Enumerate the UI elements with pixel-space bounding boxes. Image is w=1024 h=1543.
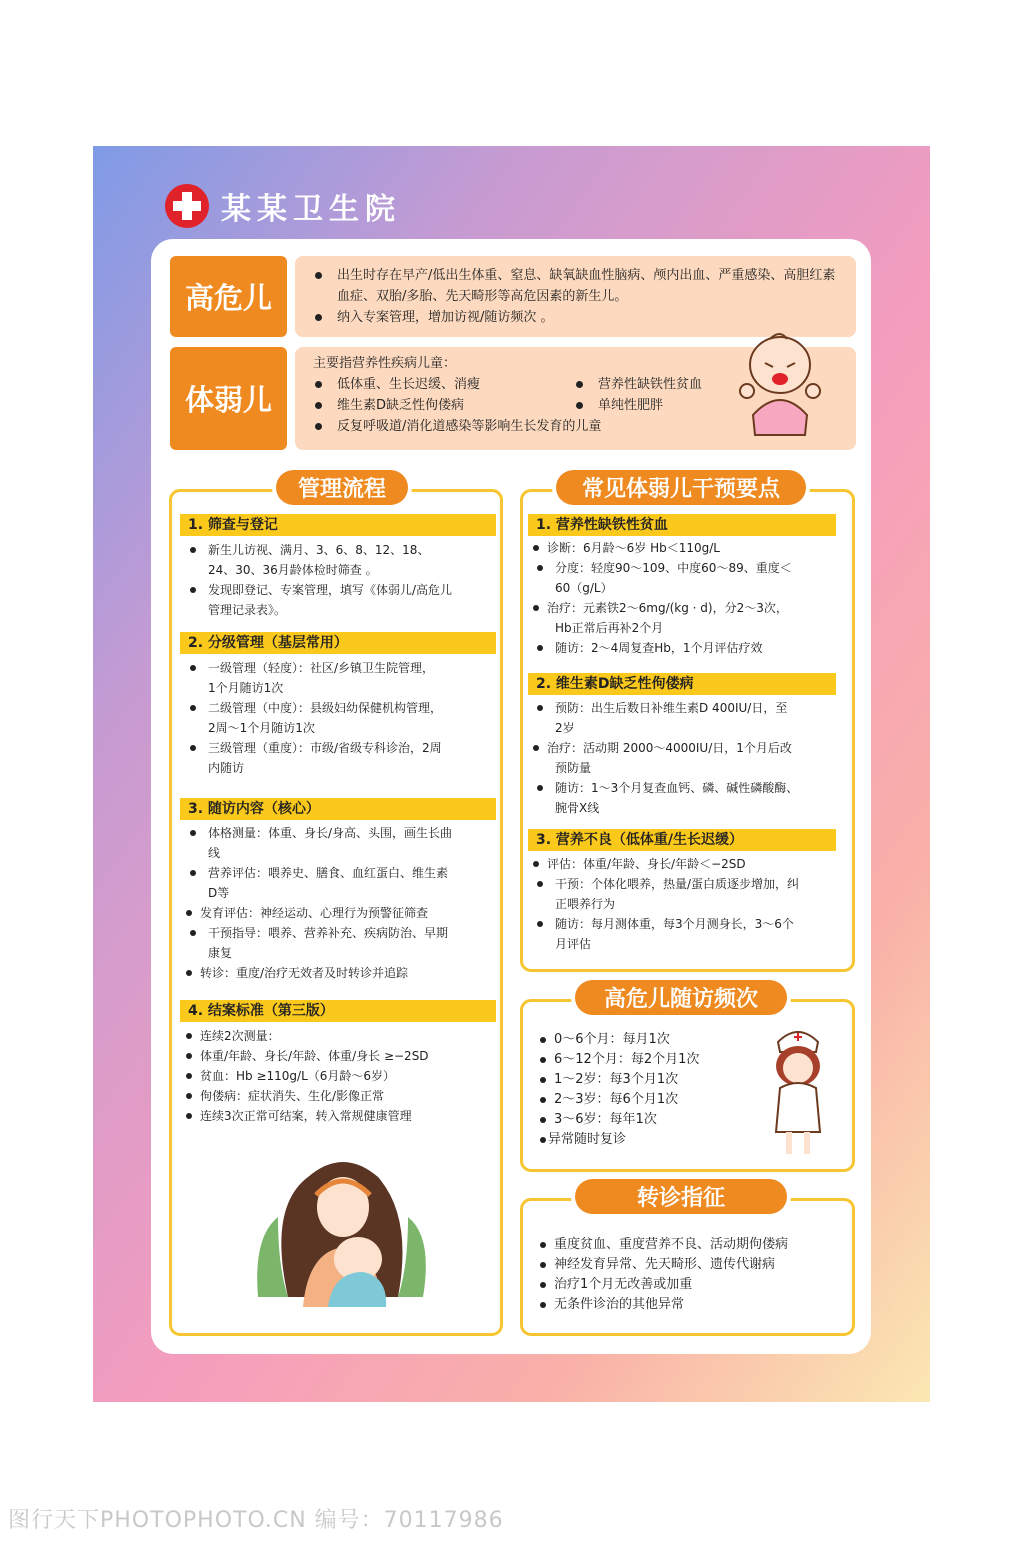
flow-section-head: 1. 筛查与登记: [180, 514, 496, 536]
hospital-name: 某某卫生院: [221, 192, 401, 227]
list-item-cont: 24、30、36月龄体检时筛查 。: [208, 563, 378, 577]
list-item: 随访：每月测体重，每3个月测身长，3～6个: [533, 914, 847, 934]
weak-item: 反复呼吸道/消化道感染等影响生长发育的儿童: [313, 416, 842, 437]
management-flow-card: [169, 477, 503, 1336]
weak-item: 营养性缺铁性贫血: [574, 374, 835, 395]
list-item: 神经发育异常、先天畸形、遗传代谢病: [540, 1255, 840, 1275]
flow-section-list: [186, 540, 496, 620]
list-item: 1～2岁：每3个月1次: [540, 1070, 750, 1090]
list-item: 连续3次正常可结案，转入常规健康管理: [186, 1106, 496, 1126]
list-item-cont: 2周～1个月随访1次: [208, 721, 315, 735]
list-item-cont: 60（g/L）: [555, 581, 613, 595]
list-item: 分度：轻度90～109、中度60～89、重度＜: [533, 558, 847, 578]
list-item: 3～6岁：每年1次: [540, 1110, 750, 1130]
high-risk-tag: 高危儿: [170, 256, 287, 337]
list-item: 一级管理（轻度）：社区/乡镇卫生院管理，: [186, 658, 496, 678]
intervention-section-head: 1. 营养性缺铁性贫血: [528, 514, 836, 536]
intervention-title: 常见体弱儿干预要点: [556, 470, 806, 505]
content-panel: [151, 239, 871, 1354]
intervention-section-head: 3. 营养不良（低体重/生长迟缓）: [528, 829, 836, 851]
list-item-cont: 2岁: [555, 721, 575, 735]
list-item: 治疗：元素铁2～6mg/(kg · d)，分2～3次，: [533, 598, 847, 618]
list-item: 随访：1～3个月复查血钙、磷、碱性磷酸酶、: [533, 778, 847, 798]
list-item: 连续2次测量：: [186, 1026, 496, 1046]
weak-child-info: [295, 347, 856, 450]
followup-frequency-title: 高危儿随访频次: [575, 980, 787, 1015]
list-item: 体重/年龄、身长/年龄、体重/身长 ≥−2SD: [186, 1046, 496, 1066]
intervention-section-list: [533, 538, 847, 658]
red-cross-icon: [165, 184, 209, 228]
list-item-cont: D等: [208, 886, 230, 900]
intervention-section-list: [533, 698, 847, 818]
hospital-logo: [165, 186, 401, 226]
list-item: 诊断：6月龄～6岁 Hb＜110g/L: [533, 538, 847, 558]
list-item: 二级管理（中度）：县级妇幼保健机构管理，: [186, 698, 496, 718]
watermark: 图行天下PHOTOPHOTO.CN 编号：70117986: [8, 1508, 504, 1533]
list-item-cont: 管理记录表》。: [208, 603, 287, 617]
weak-item: 单纯性肥胖: [574, 395, 835, 416]
weak-child-tag: 体弱儿: [170, 347, 287, 450]
list-item: 治疗1个月无改善或加重: [540, 1275, 840, 1295]
list-item: 新生儿访视、满月、3、6、8、12、18、: [186, 540, 496, 560]
referral-card: [520, 1186, 855, 1336]
list-item: 评估：体重/年龄、身长/年龄＜−2SD: [533, 854, 847, 874]
mother-and-baby-illustration: [248, 1147, 438, 1307]
flow-section-head: 2. 分级管理（基层常用）: [180, 632, 496, 654]
flow-section-list: [186, 658, 496, 778]
list-item: 发现即登记、专案管理，填写《体弱儿/高危儿: [186, 580, 496, 600]
followup-list: [540, 1030, 750, 1150]
list-item-cont: Hb正常后再补2个月: [555, 621, 664, 635]
list-item-cont: 康复: [208, 946, 233, 960]
list-item: 6～12个月：每2个月1次: [540, 1050, 750, 1070]
list-item-text: 异常随时复诊: [548, 1132, 627, 1147]
referral-title: 转诊指征: [575, 1179, 787, 1214]
weak-item: 低体重、生长迟缓、消瘦: [313, 374, 574, 395]
weak-child-intro: 主要指营养性疾病儿童：: [313, 356, 457, 371]
high-risk-line-1: 出生时存在早产/低出生体重、窒息、缺氧缺血性脑病、颅内出血、严重感染、高胆红素血症、双胎/多胎、先天畸形等高危因素的新生儿。: [313, 265, 842, 307]
list-item: 转诊：重度/治疗无效者及时转诊并追踪: [186, 963, 496, 983]
list-item: [540, 1130, 750, 1150]
flow-section-head: 3. 随访内容（核心）: [180, 798, 496, 820]
intervention-card: [520, 477, 855, 972]
list-item: 体格测量：体重、身长/身高、头围，画生长曲: [186, 823, 496, 843]
list-item: 治疗：活动期 2000～4000IU/日，1个月后改: [533, 738, 847, 758]
list-item: 2～3岁：每6个月1次: [540, 1090, 750, 1110]
list-item: 营养评估：喂养史、膳食、血红蛋白、维生素: [186, 863, 496, 883]
intervention-section-head: 2. 维生素D缺乏性佝偻病: [528, 673, 836, 695]
list-item: 干预指导：喂养、营养补充、疾病防治、早期: [186, 923, 496, 943]
list-item-cont: 预防量: [555, 761, 592, 775]
list-item-cont: 内随访: [208, 761, 245, 775]
list-item: 无条件诊治的其他异常: [540, 1295, 840, 1315]
list-item: 发育评估：神经运动、心理行为预警征筛查: [186, 903, 496, 923]
list-item-cont: 腕骨X线: [555, 801, 600, 815]
nurse-illustration: [758, 1022, 838, 1162]
list-item-cont: 线: [208, 846, 221, 860]
list-item: 随访：2～4周复查Hb，1个月评估疗效: [533, 638, 847, 658]
weak-item: 维生素D缺乏性佝偻病: [313, 395, 574, 416]
list-item-cont: 正喂养行为: [555, 897, 616, 911]
list-item: 三级管理（重度）：市级/省级专科诊治，2周: [186, 738, 496, 758]
followup-frequency-card: [520, 987, 855, 1172]
list-item: 重度贫血、重度营养不良、活动期佝偻病: [540, 1235, 840, 1255]
list-item-cont: 月评估: [555, 937, 592, 951]
high-risk-line-2: 纳入专案管理，增加访视/随访频次 。: [313, 307, 842, 328]
list-item-cont: 1个月随访1次: [208, 681, 284, 695]
flow-section-head: 4. 结案标准（第三版）: [180, 1000, 496, 1022]
crying-baby-illustration: [725, 325, 835, 445]
flow-section-list: [186, 823, 496, 983]
poster: [93, 146, 930, 1402]
list-item: 预防：出生后数日补维生素D 400IU/日，至: [533, 698, 847, 718]
list-item: 佝偻病：症状消失、生化/影像正常: [186, 1086, 496, 1106]
list-item: 0～6个月：每月1次: [540, 1030, 750, 1050]
flow-section-list: [186, 1026, 496, 1126]
list-item: 干预：个体化喂养，热量/蛋白质逐步增加，纠: [533, 874, 847, 894]
list-item: 贫血：Hb ≥110g/L（6月龄～6岁）: [186, 1066, 496, 1086]
referral-list: [540, 1235, 840, 1315]
management-flow-title: 管理流程: [276, 470, 408, 505]
intervention-section-list: [533, 854, 847, 954]
